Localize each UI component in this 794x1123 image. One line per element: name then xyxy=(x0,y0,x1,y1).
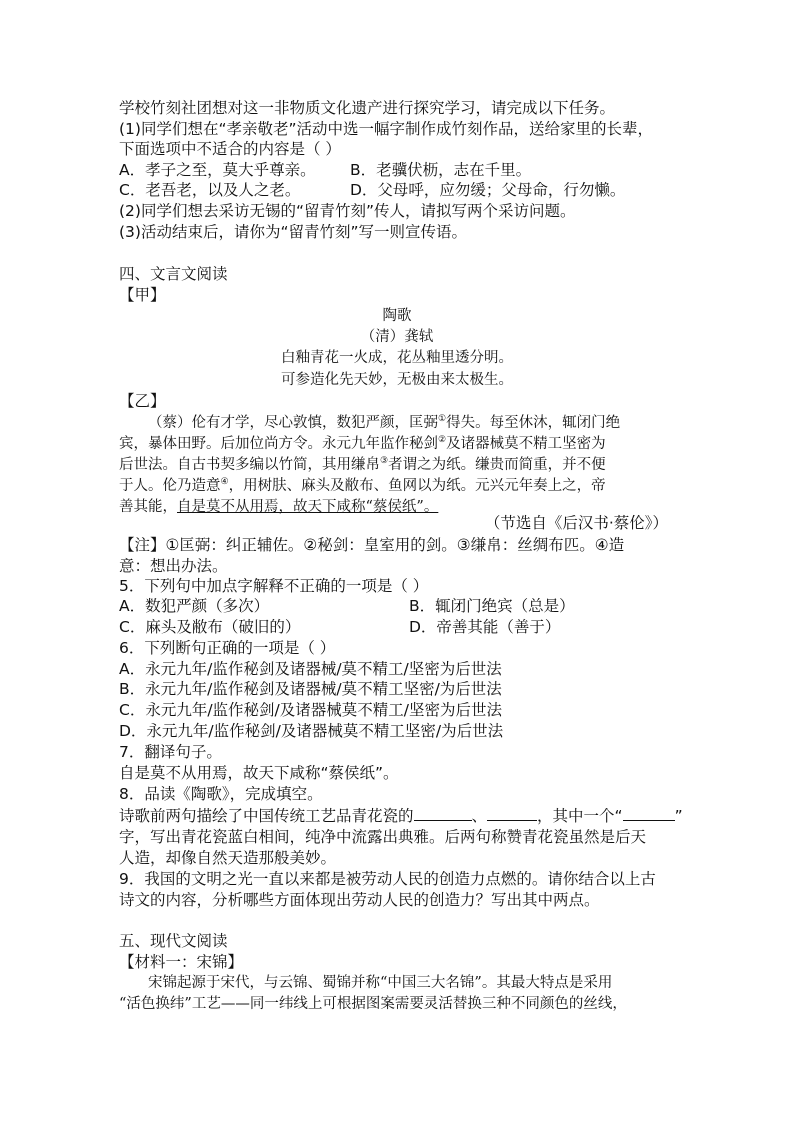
section5-title: 五、现代文阅读 xyxy=(119,932,228,950)
q1-stem-line1: (1)同学们想在“孝亲敬老”活动中选一幅字制作成竹刻作品，送给家里的长辈， xyxy=(119,120,654,138)
material1-label: 【材料一：宋锦】 xyxy=(119,953,244,971)
q1-option-c: C．老吾老，以及人之老。 xyxy=(119,181,301,199)
q5-options-cd xyxy=(119,617,679,637)
poem-line-2: 可参造化先天妙，无极由来太极生。 xyxy=(281,372,513,388)
q3-text: (3)活动结束后，请你为“留青竹刻”写一则宣传语。 xyxy=(119,223,468,241)
poem-title: 陶歌 xyxy=(382,308,412,324)
q5-option-c: C．麻头及敝布（破旧的） xyxy=(119,618,301,636)
fill-blank-2[interactable] xyxy=(487,805,537,821)
prose-line-2: 宾，暴体田野。后加位尚方令。永元九年监作秘剑②及诸器械莫不精工坚密为 xyxy=(119,435,606,452)
fill-blank-1[interactable] xyxy=(414,805,472,821)
jia-label: 【甲】 xyxy=(119,286,166,304)
poem-author: （清）龚轼 xyxy=(360,329,434,345)
q2-text: (2)同学们想去采访无锡的“留青竹刻”传人，请拟写两个采访问题。 xyxy=(119,202,576,220)
footnote-mark-3: ③ xyxy=(380,456,389,467)
q5-option-b: B．辄闭门绝宾（总是） xyxy=(409,597,575,615)
prose-line-4: 于人。伦乃造意④，用树肤、麻头及敝布、鱼网以为纸。元兴元年奏上之，帝 xyxy=(119,477,606,494)
q5-option-d: D．帝善其能（善于） xyxy=(409,618,561,636)
q1-stem-line2: 下面选项中不适合的内容是（ ） xyxy=(119,140,341,158)
q6-option-c: C．永元九年/监作秘剑/及诸器械莫不精工/坚密为后世法 xyxy=(119,701,502,719)
yi-label: 【乙】 xyxy=(119,392,166,410)
q8-line-3: 人造，却像自然天造那般美妙。 xyxy=(119,849,337,867)
q9-line-1: 9．我国的文明之光一直以来都是被劳动人民的创造力点燃的。请你结合以上古 xyxy=(119,870,656,888)
q5-option-a: A．数犯严颜（多次） xyxy=(119,597,270,615)
q7-stem: 7．翻译句子。 xyxy=(119,743,222,761)
underlined-sentence: 自是莫不从用焉，故天下咸称“蔡侯纸”。 xyxy=(177,499,439,515)
q5-options-ab xyxy=(119,596,679,616)
prose-line-3: 后世法。自古书契多编以竹简，其用缣帛③者谓之为纸。缣贵而简重，并不便 xyxy=(119,456,606,473)
notes-line-2: 意：想出办法。 xyxy=(119,557,228,575)
q7-sentence: 自是莫不从用焉，故天下咸称“蔡侯纸”。 xyxy=(119,764,399,782)
q8-line-2: 字，写出青花瓷蓝白相间，纯净中流露出典雅。后两句称赞青花瓷虽然是后天 xyxy=(119,828,647,846)
q5-stem: 5．下列句中加点字解释不正确的一项是（ ） xyxy=(119,577,429,595)
q6-option-b: B．永元九年/监作秘剑及诸器械/莫不精工坚密/为后世法 xyxy=(119,680,502,698)
footnote-mark-2: ② xyxy=(438,435,447,446)
q8-line-1: 诗歌前两句描绘了中国传统工艺品青花瓷的 、 ，其中一个“ ” xyxy=(119,807,683,825)
poem-line-1: 白釉青花一火成，花丛釉里透分明。 xyxy=(281,350,513,366)
prose-line-1: （蔡）伦有才学，尽心敦慎，数犯严颜，匡弼①得失。每至休沐，辄闭门绝 xyxy=(148,414,621,431)
footnote-mark-1: ① xyxy=(438,414,447,425)
q1-options-ab xyxy=(119,160,679,180)
q6-stem: 6．下列断句正确的一项是（ ） xyxy=(119,639,336,657)
q6-option-a: A．永元九年/监作秘剑及诸器械/莫不精工/坚密为后世法 xyxy=(119,660,502,678)
q8-stem: 8．品读《陶歌》，完成填空。 xyxy=(119,785,323,803)
fill-blank-3[interactable] xyxy=(623,805,675,821)
footnote-mark-4: ④ xyxy=(220,477,229,488)
notes-line-1: 【注】①匡弼：纠正辅佐。②秘剑：皇室用的剑。③缣帛：丝绸布匹。④造 xyxy=(119,536,625,554)
material1-line-2: “活色换纬”工艺——同一纬线上可根据图案需要灵活替换三种不同颜色的丝线， xyxy=(119,996,627,1012)
material1-line-1: 宋锦起源于宋代，与云锦、蜀锦并称“中国三大名锦”。其最大特点是采用 xyxy=(148,975,613,991)
q1-option-d: D．父母呼，应勿缓；父母命，行勿懒。 xyxy=(350,181,626,199)
q1-options-cd xyxy=(119,180,679,200)
source-citation: （节选自《后汉书·蔡伦》） xyxy=(484,514,668,532)
q9-line-2: 诗文的内容，分析哪些方面体现出劳动人民的创造力？写出其中两点。 xyxy=(119,891,600,909)
q1-option-b: B．老骥伏枥，志在千里。 xyxy=(350,161,532,179)
q1-option-a: A．孝子之至，莫大乎尊亲。 xyxy=(119,161,316,179)
prose-line-5: 善其能，自是莫不从用焉，故天下咸称“蔡侯纸”。 xyxy=(119,499,439,515)
task-intro: 学校竹刻社团想对这一非物质文化遗产进行探究学习，请完成以下任务。 xyxy=(119,99,616,117)
section4-title: 四、文言文阅读 xyxy=(119,265,228,283)
q6-option-d: D．永元九年/监作秘剑/及诸器械莫不精工坚密/为后世法 xyxy=(119,722,504,740)
